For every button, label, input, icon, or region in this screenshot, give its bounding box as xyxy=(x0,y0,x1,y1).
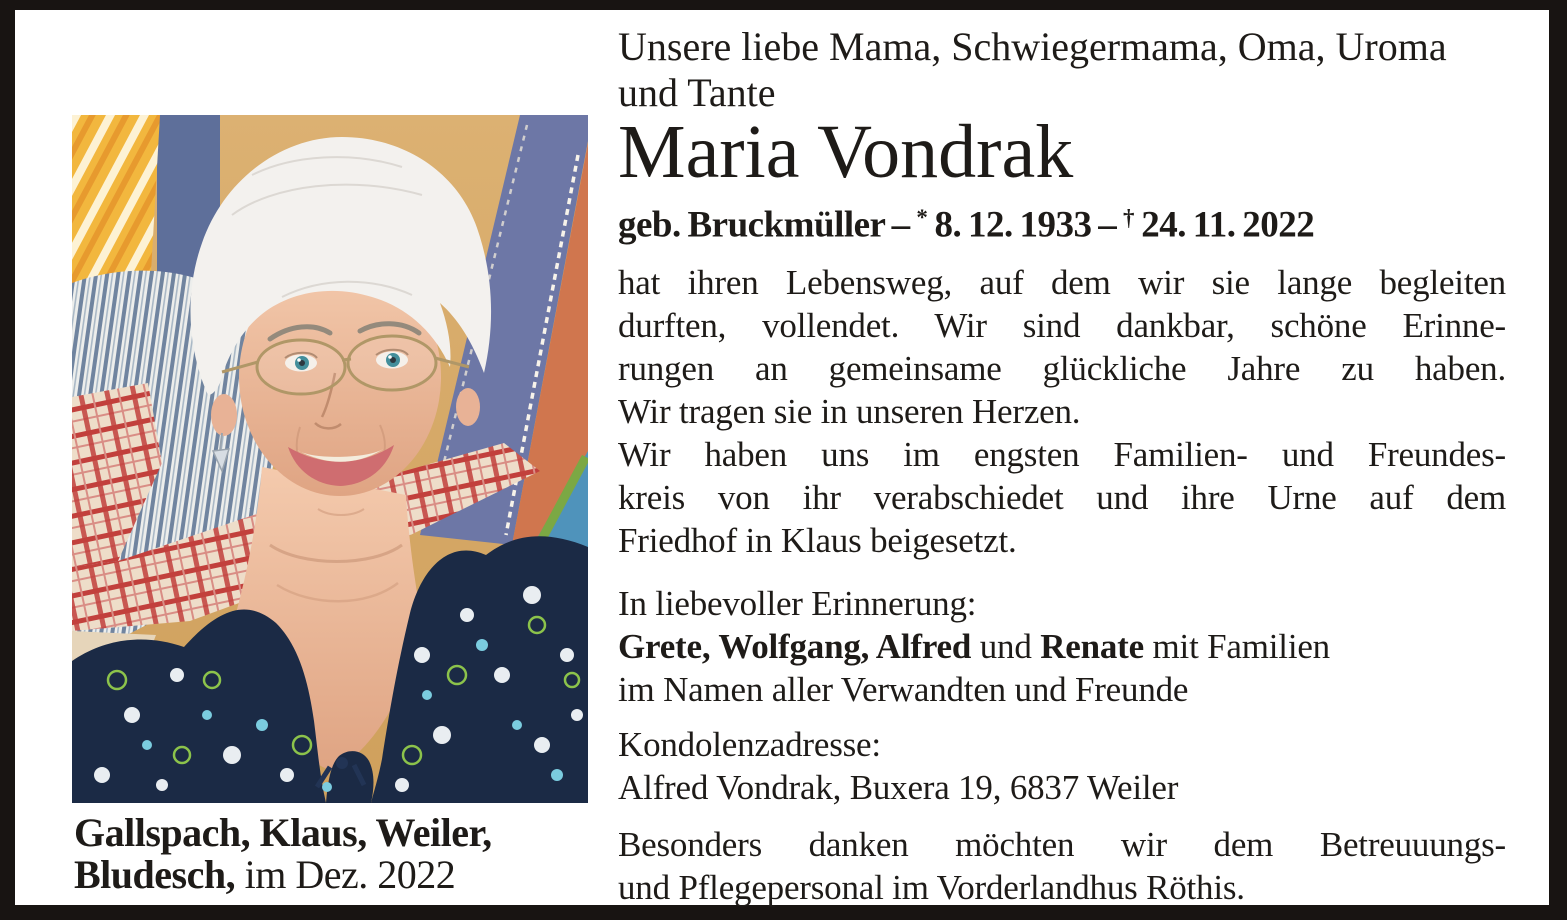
thanks-line-1: Besonders danken möchten wir dem Betreuuungs- xyxy=(618,825,1506,865)
dateline xyxy=(74,812,492,896)
death-cross-symbol: † xyxy=(1123,205,1135,230)
intro-relations xyxy=(618,24,1506,116)
obituary-line: Wir tragen sie in unseren Herzen. xyxy=(618,392,1081,432)
portrait-photo xyxy=(72,115,588,803)
intro-line-1: Unsere liebe Mama, Schwiegermama, Oma, Uroma xyxy=(618,24,1447,69)
obituary-line: durften, vollendet. Wir sind dankbar, schöne Erinne- xyxy=(618,306,1506,346)
obituary-line: Friedhof in Klaus beigesetzt. xyxy=(618,521,1017,561)
condolence-address: Alfred Vondrak, Buxera 19, 6837 Weiler xyxy=(618,768,1179,808)
deceased-name: Maria Vondrak xyxy=(618,110,1074,194)
dateline-places-line-1: Gallspach, Klaus, Weiler, xyxy=(74,810,492,855)
vitals-line xyxy=(618,196,1506,247)
obituary-line: rungen an gemeinsame glückliche Jahre zu haben. xyxy=(618,349,1506,389)
obituary-line: hat ihren Lebensweg, auf dem wir sie lange begleiten xyxy=(618,263,1506,303)
memorial-heading: In liebevoller Erinnerung: xyxy=(618,584,977,624)
dateline-date: im Dez. 2022 xyxy=(244,852,456,897)
family-suffix: mit Familien xyxy=(1143,627,1330,667)
family-names-line xyxy=(618,625,1506,668)
birth-date: 8. 12. 1933 – xyxy=(927,204,1124,246)
memorial-section xyxy=(618,582,1506,711)
thanks-line-2: und Pflegepersonal im Vorderlandhus Röthis. xyxy=(618,868,1245,908)
intro-line-2: und Tante xyxy=(618,70,776,115)
death-date: 24. 11. 2022 xyxy=(1134,204,1315,246)
family-connector: und xyxy=(971,627,1041,667)
birth-star-symbol: * xyxy=(916,205,928,230)
portrait-illustration xyxy=(72,115,588,803)
notice-text-column xyxy=(618,24,1506,909)
condolence-heading: Kondolenzadresse: xyxy=(618,725,881,765)
obituary-line: kreis von ihr verabschiedet und ihre Urne auf dem xyxy=(618,478,1506,518)
ear-right xyxy=(456,388,480,426)
obituary-paragraphs xyxy=(618,261,1506,562)
thanks-section xyxy=(618,823,1506,909)
obituary-line: Wir haben uns im engsten Familien- und Freundes- xyxy=(618,435,1506,475)
yellow-striped-fabric xyxy=(72,115,160,297)
family-names: Grete, Wolfgang, Alfred xyxy=(618,627,972,667)
dateline-place-bludesch: Bludesch, xyxy=(74,852,245,897)
maiden-name: geb. Bruckmüller – xyxy=(618,204,917,246)
family-name-renate: Renate xyxy=(1040,627,1144,667)
memorial-closing-line: im Namen aller Verwandten und Freunde xyxy=(618,670,1189,710)
ear-left xyxy=(211,394,237,436)
condolence-section xyxy=(618,723,1506,809)
dateline-line-2 xyxy=(74,854,492,896)
